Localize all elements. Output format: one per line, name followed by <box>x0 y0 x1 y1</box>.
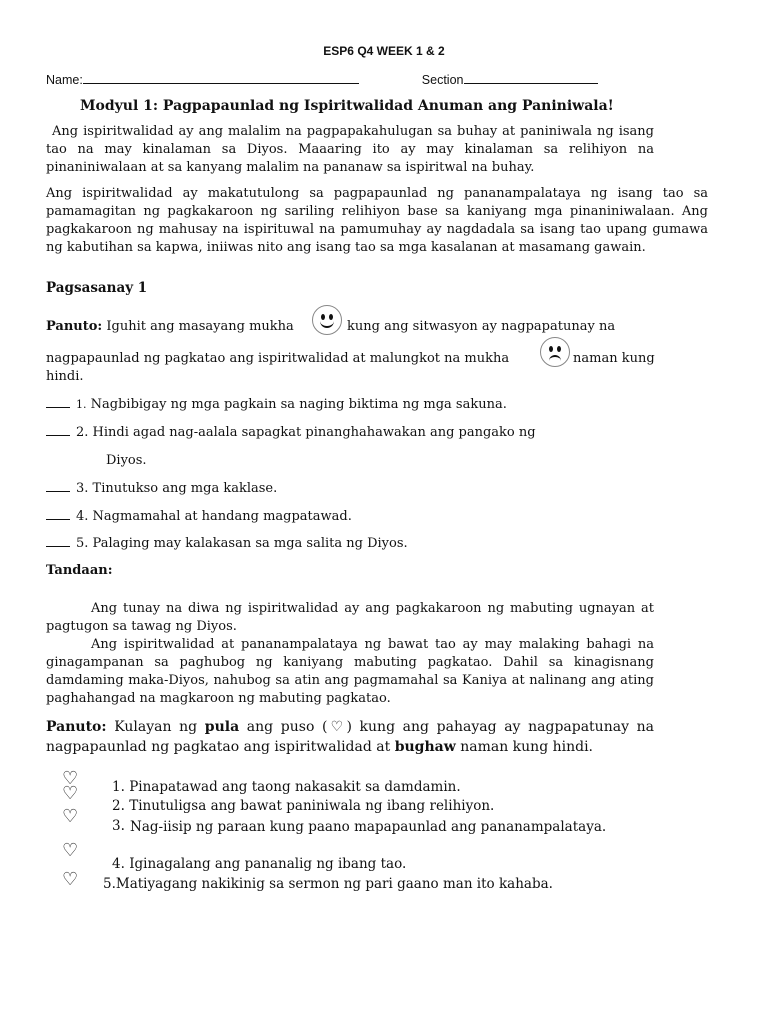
name-label: Name: <box>46 73 83 87</box>
module-title: Modyul 1: Pagpapaunlad ng Ispiritwalidad Anuman ang Paniniwala! <box>80 98 614 114</box>
sad-face-icon <box>540 337 570 367</box>
exercise2-item-4: 4. Iginagalang ang pananalig ng ibang tao. <box>112 856 407 872</box>
color-red-word: pula <box>204 719 240 735</box>
instruction-text-c: nagpapaunlad ng pagkatao ang ispiritwalidad at malungkot na mukha <box>46 351 510 366</box>
name-section-row <box>46 72 746 87</box>
name-blank-field[interactable] <box>83 72 359 84</box>
exercise1-heading: Pagsasanay 1 <box>46 280 148 296</box>
happy-face-icon <box>312 305 342 335</box>
intro-paragraph-2: Ang ispiritwalidad ay makatutulong sa pagpapaunlad ng pananampalataya ng isang tao sa pamamagitan ng pagkakaroon ng sariling relihiyon base sa kaniyang mga pinaniniwalaan. Ang pagkakaroon ng mahusay na ispirituwal na pamumuhay ay nagdadala sa isang tao upang gumawa ng kabutihan sa kapwa, iniiwas nito ang isang tao sa mga kasalanan at masamang gawain. <box>46 186 708 255</box>
answer-blank[interactable] <box>46 397 70 408</box>
tandaan-paragraph-2: Ang ispiritwalidad at pananampalataya ng bawat tao ay may malaking bahagi na ginagampanan sa paghubog ng kaniyang mabuting pagkatao. Dahil sa kinagisnang damdaming maka-Diyos, nahubog sa atin ang pagmamahal sa Kaniya at nalinang ang ating paghahangad na magkaroon ng mabuting pagkatao. <box>46 637 654 706</box>
exercise1-item-5: 5. Palaging may kalakasan sa mga salita ng Diyos. <box>46 535 408 553</box>
exercise1-item-2: 2. Hindi agad nag-aalala sapagkat pinanghahawakan ang pangako ng <box>46 424 536 442</box>
exercise1-item-4: 4. Nagmamahal at handang magpatawad. <box>46 508 352 526</box>
intro-paragraph-1: Ang ispiritwalidad ay ang malalim na pagpapakahulugan sa buhay at paniniwala ng isang tao na may kinalaman sa Diyos. Maaaring ito ay may kinalaman sa relihiyon na pinaniniwalaan at sa kanyang malalim na pananaw sa ispiritwal na buhay. <box>46 124 654 175</box>
answer-blank[interactable] <box>46 536 70 547</box>
instruction-text-e: hindi. <box>46 369 84 384</box>
exercise2-item-3: 3. Nag-iisip ng paraan kung paano mapapaunlad ang pananampalataya. <box>112 818 607 835</box>
section-blank-field[interactable] <box>464 72 598 84</box>
exercise2-item-1: 1. Pinapatawad ang taong nakasakit sa damdamin. <box>112 779 461 795</box>
instruction-text-a: Iguhit ang masayang mukha <box>106 319 294 334</box>
panuto-label: Panuto: <box>46 319 103 334</box>
exercise1-item-2-continuation: Diyos. <box>106 453 147 468</box>
heart-outline-icon[interactable]: ♡ <box>62 806 79 827</box>
answer-blank[interactable] <box>46 425 70 436</box>
heart-outline-icon[interactable]: ♡ <box>62 783 79 804</box>
exercise1-item-3: 3. Tinutukso ang mga kaklase. <box>46 480 277 498</box>
exercise1-item-1: 1. Nagbibigay ng mga pagkain sa naging biktima ng mga sakuna. <box>46 396 507 414</box>
heart-outline-icon[interactable]: ♡ <box>62 840 79 861</box>
heart-outline-icon[interactable]: ♡ <box>62 869 79 890</box>
exercise2-item-2: 2. Tinutuligsa ang bawat paniniwala ng ibang relihiyon. <box>112 798 495 814</box>
exercise2-item-5: 5.Matiyagang nakikinig sa sermon ng pari gaano man ito kahaba. <box>103 876 553 892</box>
section-label: Section <box>421 73 464 87</box>
heart-outline-icon[interactable]: ♡ <box>62 768 79 789</box>
worksheet-title: ESP6 Q4 WEEK 1 & 2 <box>323 44 445 58</box>
color-blue-word: bughaw <box>394 739 456 755</box>
exercise2-instruction: Panuto: Kulayan ng pula ang puso (♡) kung ang pahayag ay nagpapatunay na nagpapaunlad ng pagkatao ang ispiritwalidad at bughaw naman kung hindi. <box>46 719 654 755</box>
exercise1-instruction-line1 <box>46 318 294 336</box>
panuto-label: Panuto: <box>46 719 107 735</box>
answer-blank[interactable] <box>46 481 70 492</box>
instruction-text-d: naman kung <box>573 351 655 366</box>
tandaan-heading: Tandaan: <box>46 563 113 578</box>
tandaan-paragraph-1: Ang tunay na diwa ng ispiritwalidad ay ang pagkakaroon ng mabuting ugnayan at pagtugon sa tawag ng Diyos. <box>46 601 654 634</box>
instruction-text-b: kung ang sitwasyon ay nagpapatunay na <box>347 319 616 334</box>
answer-blank[interactable] <box>46 509 70 520</box>
